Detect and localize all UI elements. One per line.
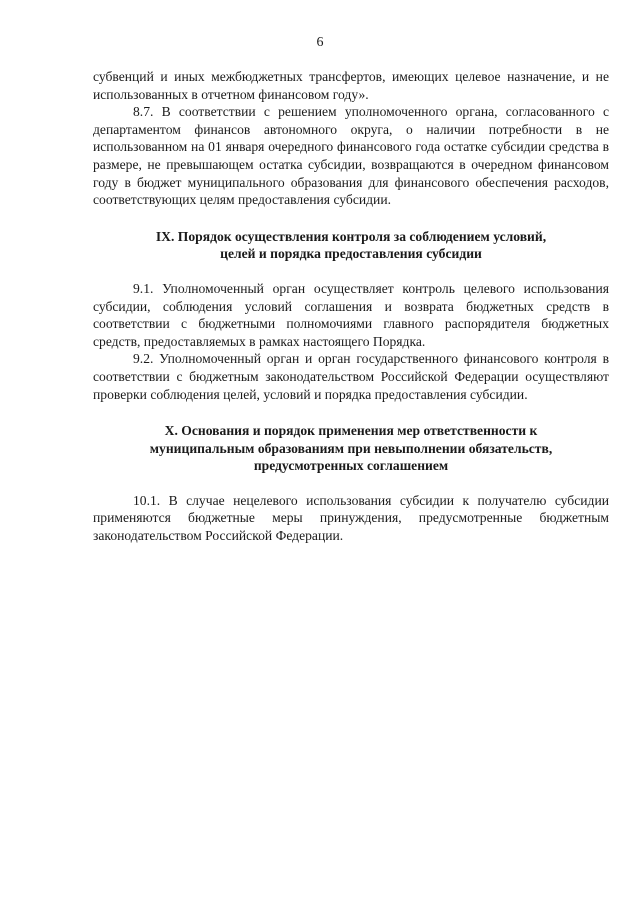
section-9-heading	[93, 228, 609, 263]
section-9-heading-line-1: IX. Порядок осуществления контроля за соблюдением условий,	[155, 228, 547, 244]
section-10-heading	[93, 422, 609, 475]
section-9-heading-line-2: целей и порядка предоставления субсидии	[220, 246, 482, 262]
paragraph-9-2: 9.2. Уполномоченный орган и орган государственного финансового контроля в соответствии с бюджетным законодательством Российской Федерации осуществляют проверки соблюдения целей, условий и порядка предоставления субсидии.	[93, 351, 609, 402]
paragraph-continuation: субвенций и иных межбюджетных трансфертов, имеющих целевое назначение, и не использованных в отчетном финансовом году».	[93, 69, 609, 102]
paragraph-8-7: 8.7. В соответствии с решением уполномоченного органа, согласованного с департаментом финансов автономного округа, о наличии потребности в не использованном на 01 января очередного финансового года остатке субсидии средства в размере, не превышающем остатка субсидии, возвращаются в очередном финансовом году в бюджет муниципального образования для финансового обеспечения расходов, соответствующих целям предоставления субсидии.	[93, 104, 609, 208]
section-10-heading-line-1: X. Основания и порядок применения мер ответственности к	[164, 423, 538, 439]
section-10-heading-line-3: предусмотренных соглашением	[253, 458, 449, 474]
section-10-heading-line-2: муниципальным образованиям при невыполнении обязательств,	[149, 440, 553, 456]
paragraph-10-1: 10.1. В случае нецелевого использования субсидии к получателю субсидии применяются бюджетные меры принуждения, предусмотренные бюджетным законодательством Российской Федерации.	[93, 492, 609, 544]
page-number: 6	[316, 35, 324, 50]
document-body	[93, 68, 609, 545]
paragraph-9-1: 9.1. Уполномоченный орган осуществляет контроль целевого использования субсидии, соблюдения условий соглашения и возврата бюджетных средств в соответствии с бюджетными полномочиями главного распорядителя бюджетных средств, предоставляемых в рамках настоящего Порядка.	[93, 280, 609, 349]
